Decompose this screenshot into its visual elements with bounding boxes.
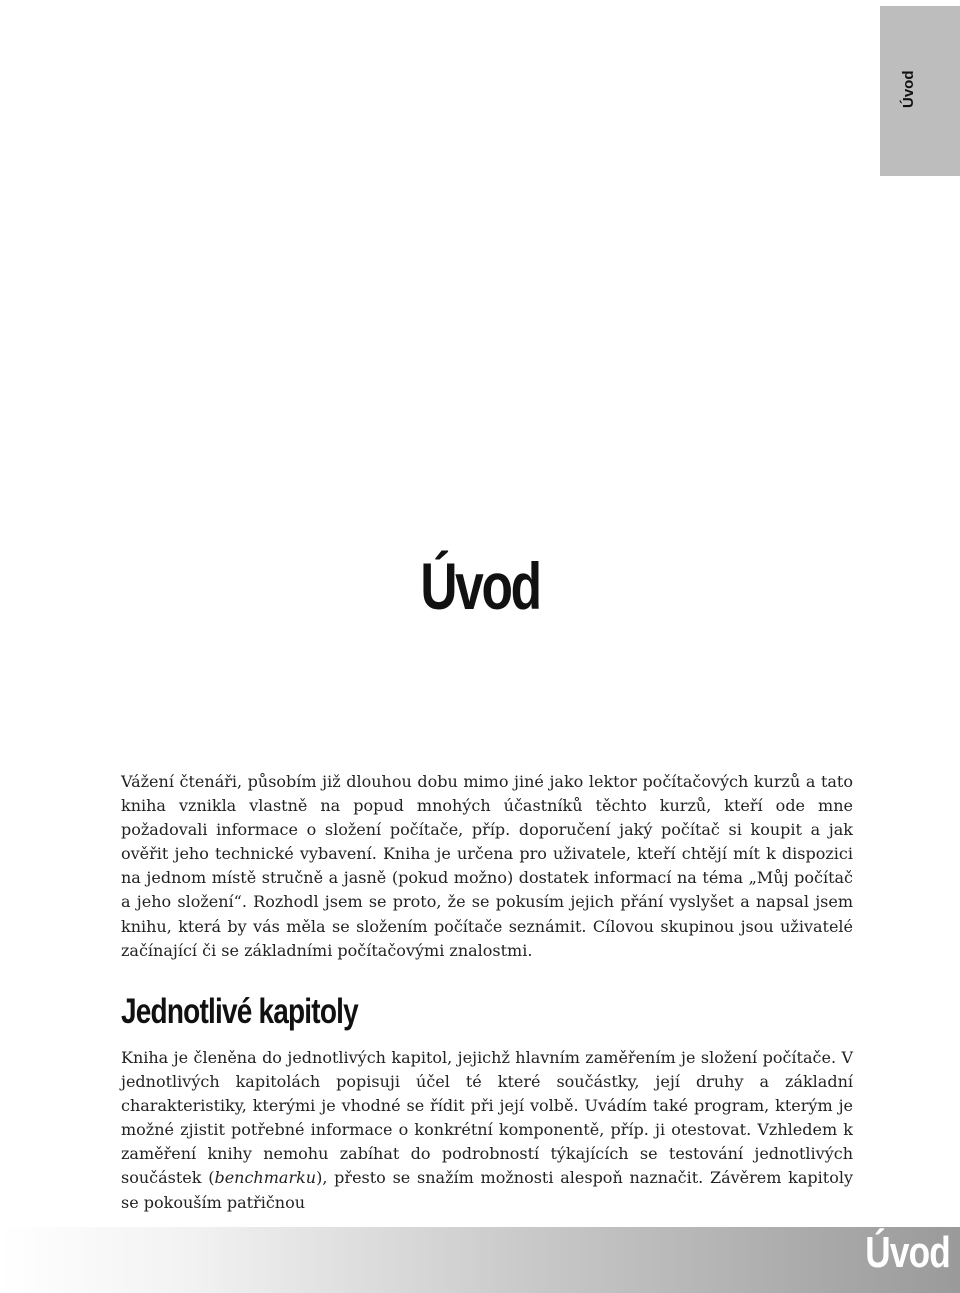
footer-bar bbox=[0, 1227, 960, 1293]
section-text-before: Kniha je členěna do jednotlivých kapitol, jejichž hlavním zaměřením je složení počítače. V jednotlivých kapitolách popisuji účel té které součástky, její druhy a základní charakteristiky, kterými je vhodné se řídit při její volbě. Uvádím také program, kterým je možné zjistit potřebné informace o konkrétní komponentě, příp. ji otestovat. Vzhledem k zaměření knihy nemohu zabíhat do podrobností týkajících se testování jednotlivých součástek ( bbox=[121, 1048, 853, 1188]
section-paragraph bbox=[121, 1046, 853, 1215]
chapter-title: Úvod bbox=[420, 549, 540, 623]
intro-paragraph: Vážení čtenáři, působím již dlouhou dobu mimo jiné jako lektor počítačových kurzů a tato kniha vznikla vlastně na popud mnohých účastníků těchto kurzů, kteří ode mne požadovali informace o složení počítače, příp. doporučení jaký počítač si koupit a jak ověřit jeho technické vybavení. Kniha je určena pro uživatele, kteří chtějí mít k dispozici na jednom místě stručně a jasně (pokud možno) dostatek informací na téma „Můj počítač a jeho složení“. Rozhodl jsem se proto, že se pokusím jejich přání vyslyšet a napsal jsem knihu, která by vás měla se složením počítače seznámit. Cílovou skupinou jsou uživatelé začínající či se základními počítačovými znalostmi. bbox=[121, 772, 853, 960]
side-tab-label: Úvod bbox=[900, 70, 917, 108]
italic-term: benchmarku bbox=[214, 1168, 317, 1188]
footer-label: Úvod bbox=[865, 1228, 950, 1277]
section-text-after: ), přesto se snažím možnosti alespoň naznačit. Závěrem kapitoly se pokouším patřičnou bbox=[121, 1168, 853, 1212]
side-tab bbox=[880, 6, 960, 176]
section-heading: Jednotlivé kapitoly bbox=[121, 992, 358, 1031]
